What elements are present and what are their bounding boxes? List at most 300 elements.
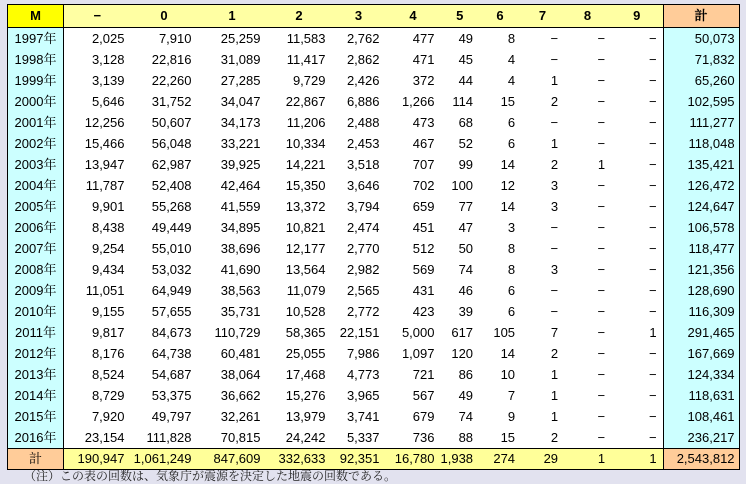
count-cell: 4 (507, 73, 516, 88)
count-cell: 45 (458, 52, 474, 67)
count-cell: − (597, 73, 606, 88)
count-cell: 1,938 (441, 449, 480, 470)
count-cell: 68 (458, 115, 474, 130)
table-row (8, 238, 740, 259)
count-cell: 114 (452, 94, 474, 109)
count-cell: − (597, 115, 606, 130)
count-cell: 49 (458, 31, 474, 46)
year-label: 2003年 (8, 154, 64, 175)
table-row (8, 175, 740, 196)
count-cell: − (597, 409, 606, 424)
count-cell: − (648, 136, 657, 151)
count-cell: 3,741 (346, 409, 380, 424)
table-row (8, 196, 740, 217)
count-cell: 77 (458, 199, 474, 214)
row-total-cell: 108,461 (663, 406, 739, 427)
count-cell: 7,910 (158, 31, 192, 46)
year-label: 2000年 (8, 91, 64, 112)
count-cell: − (648, 115, 657, 130)
count-cell: − (648, 220, 657, 235)
row-total-cell: 291,465 (663, 322, 739, 343)
count-cell: 31,089 (220, 52, 261, 67)
column-header-5: 5 (441, 5, 480, 28)
count-cell: 9 (507, 409, 516, 424)
row-total-cell: 50,073 (663, 28, 739, 50)
count-cell: 120 (451, 346, 474, 361)
count-cell: − (648, 241, 657, 256)
count-cell: 1,266 (401, 94, 435, 109)
count-cell: 7,920 (91, 409, 125, 424)
count-cell: 35,731 (220, 304, 261, 319)
count-cell: − (648, 346, 657, 361)
count-cell: 47 (458, 220, 474, 235)
table-row (8, 259, 740, 280)
count-cell: 473 (412, 115, 435, 130)
table-row (8, 154, 740, 175)
count-cell: 512 (412, 241, 435, 256)
magnitude-frequency-table (7, 4, 740, 470)
count-cell: 15 (500, 94, 516, 109)
table-row (8, 343, 740, 364)
count-cell: 567 (412, 388, 435, 403)
table-row (8, 70, 740, 91)
count-cell: 10 (500, 367, 516, 382)
count-cell: 11,787 (85, 178, 125, 193)
year-label: 2011年 (8, 322, 64, 343)
count-cell: − (597, 136, 606, 151)
table-row (8, 133, 740, 154)
count-cell: 15,276 (285, 388, 326, 403)
count-cell: 74 (458, 262, 474, 277)
count-cell: 3,794 (346, 199, 380, 214)
count-cell: 847,609 (198, 449, 267, 470)
count-cell: 2 (550, 346, 559, 361)
column-header-3: 3 (332, 5, 386, 28)
count-cell: 2,488 (346, 115, 380, 130)
year-label: 2009年 (8, 280, 64, 301)
count-cell: 12 (500, 178, 516, 193)
count-cell: 15,466 (84, 136, 125, 151)
count-cell: 64,738 (151, 346, 192, 361)
count-cell: 9,254 (91, 241, 125, 256)
count-cell: 13,947 (84, 157, 125, 172)
count-cell: 11,051 (85, 283, 125, 298)
year-label: 1998年 (8, 49, 64, 70)
count-cell: 38,696 (220, 241, 261, 256)
count-cell: 64,949 (151, 283, 192, 298)
count-cell: 92,351 (332, 449, 386, 470)
count-cell: − (597, 262, 606, 277)
count-cell: 5,646 (91, 94, 125, 109)
count-cell: 190,947 (64, 449, 131, 470)
count-cell: 9,155 (91, 304, 125, 319)
year-label: 2006年 (8, 217, 64, 238)
count-cell: 7 (507, 388, 516, 403)
count-cell: − (597, 367, 606, 382)
count-cell: 24,242 (285, 430, 326, 445)
count-cell: 2,982 (346, 262, 380, 277)
year-label: 2010年 (8, 301, 64, 322)
count-cell: 8 (507, 31, 516, 46)
count-cell: 8 (507, 241, 516, 256)
count-cell: 33,221 (220, 136, 261, 151)
count-cell: − (648, 388, 657, 403)
column-header-4: 4 (386, 5, 441, 28)
column-header-M: M (8, 5, 64, 28)
table-row (8, 112, 740, 133)
count-cell: 14,221 (285, 157, 326, 172)
count-cell: 32,261 (220, 409, 261, 424)
count-cell: 88 (458, 430, 474, 445)
count-cell: 53,032 (151, 262, 192, 277)
count-cell: 1 (550, 409, 559, 424)
year-label: 1997年 (8, 28, 64, 50)
count-cell: 70,815 (220, 430, 261, 445)
count-cell: − (648, 31, 657, 46)
count-cell: 54,687 (151, 367, 192, 382)
count-cell: 10,821 (285, 220, 326, 235)
count-cell: 8,438 (91, 220, 125, 235)
count-cell: 105 (493, 325, 516, 340)
count-cell: 679 (412, 409, 435, 424)
count-cell: − (648, 283, 657, 298)
count-cell: 12,177 (285, 241, 326, 256)
count-cell: 9,729 (292, 73, 326, 88)
count-cell: 736 (412, 430, 435, 445)
count-cell: 471 (412, 52, 435, 67)
count-cell: − (550, 283, 559, 298)
footnote-text: （注）この表の回数は、気象庁が震源を決定した地震の回数である。 (24, 469, 397, 483)
count-cell: 467 (412, 136, 435, 151)
count-cell: 2 (550, 94, 559, 109)
count-cell: 3,139 (91, 73, 125, 88)
table-row (8, 406, 740, 427)
count-cell: 1,061,249 (131, 449, 198, 470)
row-total-cell: 118,048 (663, 133, 739, 154)
year-label: 2013年 (8, 364, 64, 385)
column-header-6: 6 (479, 5, 521, 28)
count-cell: 36,662 (220, 388, 261, 403)
count-cell: 55,268 (151, 199, 192, 214)
count-cell: − (597, 52, 606, 67)
column-header-total: 計 (663, 5, 739, 28)
count-cell: 2 (550, 157, 559, 172)
spreadsheet-area (7, 4, 740, 470)
count-cell: 1 (550, 73, 559, 88)
count-cell: 23,154 (84, 430, 125, 445)
count-cell: 8 (507, 262, 516, 277)
year-label: 2008年 (8, 259, 64, 280)
column-header-1: 1 (198, 5, 267, 28)
count-cell: 27,285 (220, 73, 261, 88)
count-cell: 6 (507, 304, 516, 319)
count-cell: 52 (458, 136, 474, 151)
count-cell: 41,690 (220, 262, 261, 277)
year-label: 2004年 (8, 175, 64, 196)
count-cell: 38,064 (220, 367, 261, 382)
count-cell: 2,770 (346, 241, 380, 256)
count-cell: − (550, 220, 559, 235)
count-cell: 1 (550, 367, 559, 382)
count-cell: 56,048 (151, 136, 192, 151)
table-row (8, 91, 740, 112)
count-cell: 14 (500, 346, 516, 361)
table-row (8, 322, 740, 343)
count-cell: − (648, 52, 657, 67)
count-cell: 100 (451, 178, 474, 193)
count-cell: 721 (412, 367, 435, 382)
count-cell: 423 (412, 304, 435, 319)
count-cell: 58,365 (285, 325, 326, 340)
count-cell: 3 (550, 199, 559, 214)
count-cell: 31,752 (151, 94, 192, 109)
count-cell: 34,047 (220, 94, 261, 109)
count-cell: 5,000 (401, 325, 435, 340)
table-row (8, 217, 740, 238)
count-cell: 53,375 (151, 388, 192, 403)
table-row (8, 28, 740, 50)
count-cell: − (597, 388, 606, 403)
count-cell: 13,564 (285, 262, 326, 277)
year-label: 2015年 (8, 406, 64, 427)
row-total-cell: 128,690 (663, 280, 739, 301)
table-row (8, 280, 740, 301)
count-cell: 42,464 (220, 178, 261, 193)
row-total-cell: 118,631 (663, 385, 739, 406)
count-cell: 9,817 (91, 325, 125, 340)
count-cell: 84,673 (151, 325, 192, 340)
year-label: 2012年 (8, 343, 64, 364)
row-total-cell: 116,309 (663, 301, 739, 322)
total-row-label: 計 (8, 449, 64, 470)
count-cell: 2,025 (91, 31, 125, 46)
count-cell: 25,259 (220, 31, 261, 46)
count-cell: 707 (412, 157, 435, 172)
year-label: 2002年 (8, 133, 64, 154)
count-cell: 50 (458, 241, 474, 256)
count-cell: 111,828 (146, 430, 192, 445)
table-row (8, 49, 740, 70)
count-cell: 6 (507, 136, 516, 151)
count-cell: 22,867 (285, 94, 326, 109)
count-cell: 372 (412, 73, 435, 88)
count-cell: 3,965 (346, 388, 380, 403)
column-header-7: 7 (521, 5, 564, 28)
column-header-9: 9 (611, 5, 663, 28)
count-cell: 8,176 (91, 346, 125, 361)
count-cell: 2,426 (346, 73, 380, 88)
count-cell: 332,633 (267, 449, 332, 470)
count-cell: 9,434 (91, 262, 125, 277)
column-header-2: 2 (267, 5, 332, 28)
count-cell: 8,524 (91, 367, 125, 382)
count-cell: − (597, 346, 606, 361)
count-cell: − (648, 430, 657, 445)
table-row (8, 364, 740, 385)
count-cell: 3,646 (346, 178, 380, 193)
count-cell: 274 (479, 449, 521, 470)
count-cell: 1 (550, 388, 559, 403)
count-cell: 22,260 (151, 73, 192, 88)
table-row (8, 301, 740, 322)
count-cell: 11,417 (286, 52, 326, 67)
count-cell: 39 (458, 304, 474, 319)
count-cell: 1,097 (401, 346, 435, 361)
count-cell: 49,797 (151, 409, 192, 424)
count-cell: 15 (500, 430, 516, 445)
count-cell: 11,583 (286, 31, 326, 46)
count-cell: 46 (458, 283, 474, 298)
count-cell: 6 (507, 283, 516, 298)
count-cell: 2 (550, 430, 559, 445)
count-cell: 1 (611, 449, 663, 470)
count-cell: 41,559 (220, 199, 261, 214)
count-cell: 99 (458, 157, 474, 172)
count-cell: 57,655 (151, 304, 192, 319)
count-cell: − (597, 241, 606, 256)
count-cell: 10,528 (285, 304, 326, 319)
count-cell: − (597, 325, 606, 340)
table-row (8, 427, 740, 449)
count-cell: 13,372 (285, 199, 326, 214)
count-cell: 4 (507, 52, 516, 67)
count-cell: 1 (564, 449, 611, 470)
count-cell: 1 (649, 325, 657, 340)
count-cell: 617 (451, 325, 474, 340)
year-label: 2005年 (8, 196, 64, 217)
count-cell: 5,337 (346, 430, 380, 445)
count-cell: 11,079 (286, 283, 326, 298)
count-cell: 52,408 (151, 178, 192, 193)
column-header-−: − (64, 5, 131, 28)
count-cell: 4,773 (346, 367, 380, 382)
count-cell: 569 (412, 262, 435, 277)
count-cell: − (648, 367, 657, 382)
row-total-cell: 65,260 (663, 70, 739, 91)
year-label: 2016年 (8, 427, 64, 449)
row-total-cell: 135,421 (663, 154, 739, 175)
count-cell: − (597, 178, 606, 193)
table-header (8, 5, 740, 28)
count-cell: 2,762 (346, 31, 380, 46)
year-label: 1999年 (8, 70, 64, 91)
row-total-cell: 124,647 (663, 196, 739, 217)
column-header-0: 0 (131, 5, 198, 28)
count-cell: 3 (550, 178, 559, 193)
count-cell: 15,350 (285, 178, 326, 193)
count-cell: − (550, 304, 559, 319)
year-label: 2001年 (8, 112, 64, 133)
count-cell: 2,565 (346, 283, 380, 298)
count-cell: 659 (412, 199, 435, 214)
table-row (8, 385, 740, 406)
count-cell: − (648, 157, 657, 172)
count-cell: 38,563 (220, 283, 261, 298)
count-cell: 60,481 (220, 346, 261, 361)
count-cell: − (550, 115, 559, 130)
count-cell: 22,151 (339, 325, 380, 340)
count-cell: − (648, 73, 657, 88)
row-total-cell: 167,669 (663, 343, 739, 364)
year-label: 2014年 (8, 385, 64, 406)
count-cell: − (550, 241, 559, 256)
count-cell: 110,729 (214, 325, 261, 340)
header-row (8, 5, 740, 28)
count-cell: − (597, 31, 606, 46)
count-cell: 13,979 (285, 409, 326, 424)
count-cell: 25,055 (285, 346, 326, 361)
row-total-cell: 121,356 (663, 259, 739, 280)
count-cell: 7,986 (346, 346, 380, 361)
count-cell: − (648, 409, 657, 424)
count-cell: 8,729 (91, 388, 125, 403)
count-cell: 62,987 (151, 157, 192, 172)
count-cell: 86 (458, 367, 474, 382)
count-cell: 16,780 (386, 449, 441, 470)
count-cell: 14 (500, 157, 516, 172)
count-cell: 2,453 (346, 136, 380, 151)
count-cell: 14 (500, 199, 516, 214)
grand-total-cell: 2,543,812 (663, 449, 739, 470)
count-cell: 55,010 (151, 241, 192, 256)
count-cell: 431 (412, 283, 435, 298)
count-cell: 1 (597, 157, 606, 172)
count-cell: − (597, 199, 606, 214)
count-cell: 3 (550, 262, 559, 277)
count-cell: − (648, 304, 657, 319)
year-label: 2007年 (8, 238, 64, 259)
row-total-cell: 118,477 (663, 238, 739, 259)
count-cell: 50,607 (151, 115, 192, 130)
count-cell: − (648, 178, 657, 193)
count-cell: 9,901 (91, 199, 125, 214)
count-cell: − (550, 31, 559, 46)
count-cell: 2,474 (346, 220, 380, 235)
row-total-cell: 71,832 (663, 49, 739, 70)
count-cell: 17,468 (285, 367, 326, 382)
count-cell: 22,816 (151, 52, 192, 67)
count-cell: 34,173 (220, 115, 261, 130)
count-cell: 7 (550, 325, 559, 340)
count-cell: 49 (458, 388, 474, 403)
count-cell: − (648, 94, 657, 109)
count-cell: 39,925 (220, 157, 261, 172)
row-total-cell: 124,334 (663, 364, 739, 385)
row-total-cell: 111,277 (663, 112, 739, 133)
count-cell: − (597, 220, 606, 235)
count-cell: 44 (458, 73, 474, 88)
count-cell: − (597, 430, 606, 445)
count-cell: 702 (412, 178, 435, 193)
count-cell: 12,256 (84, 115, 125, 130)
count-cell: 2,772 (346, 304, 380, 319)
count-cell: 74 (458, 409, 474, 424)
count-cell: − (648, 262, 657, 277)
count-cell: 451 (412, 220, 435, 235)
count-cell: 29 (521, 449, 564, 470)
count-cell: 6 (507, 115, 516, 130)
count-cell: 477 (412, 31, 435, 46)
count-cell: 2,862 (346, 52, 380, 67)
count-cell: − (597, 304, 606, 319)
count-cell: − (648, 199, 657, 214)
count-cell: 1 (550, 136, 559, 151)
count-cell: 3,518 (346, 157, 380, 172)
count-cell: 11,206 (286, 115, 326, 130)
row-total-cell: 126,472 (663, 175, 739, 196)
row-total-cell: 106,578 (663, 217, 739, 238)
count-cell: 10,334 (285, 136, 326, 151)
